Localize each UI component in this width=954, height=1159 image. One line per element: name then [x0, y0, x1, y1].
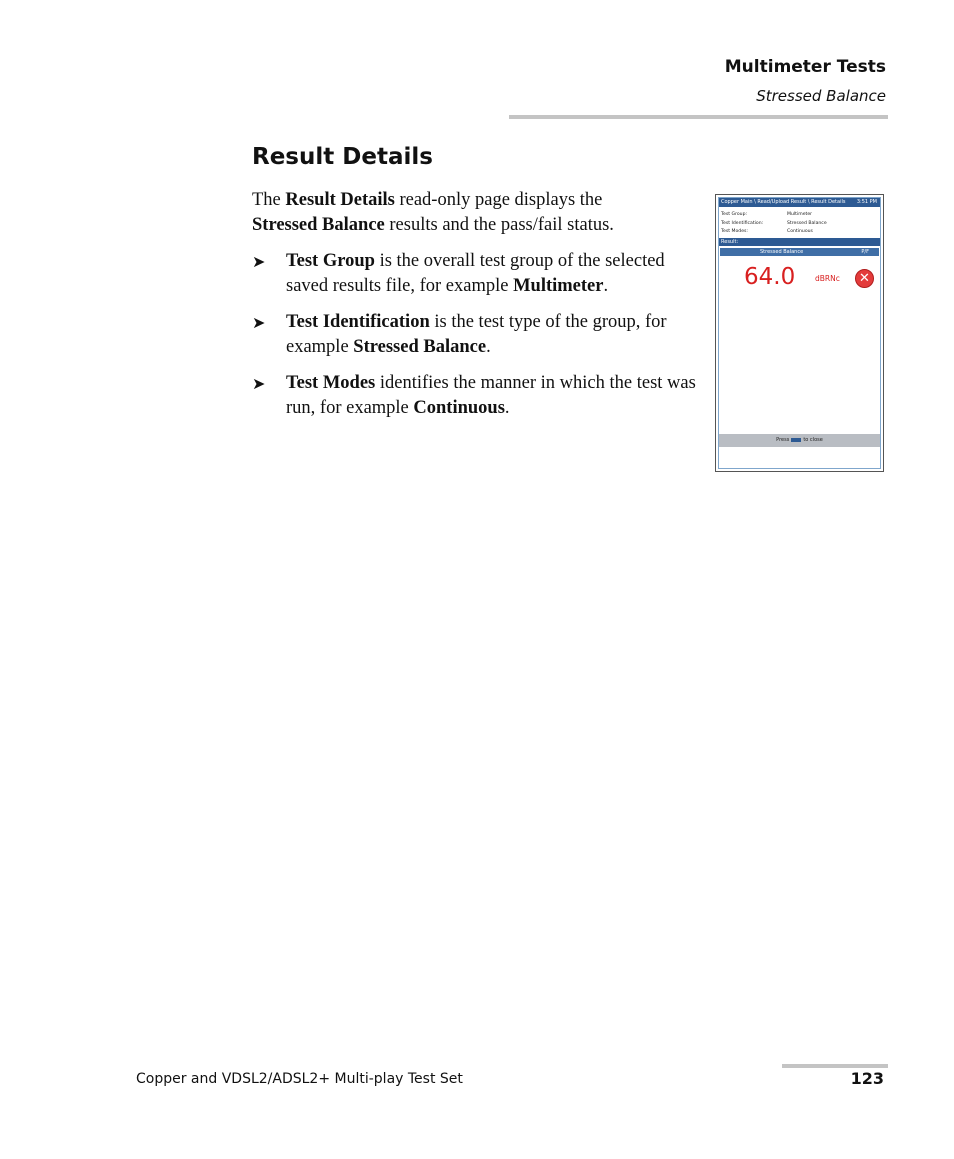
- column-pass-fail: P/F: [861, 249, 869, 255]
- info-row: [721, 211, 871, 220]
- close-hint-bar[interactable]: [719, 434, 880, 447]
- header-rule: [509, 115, 888, 119]
- bullet-period: .: [486, 336, 491, 357]
- info-row: [721, 220, 871, 229]
- info-label: Test Group:: [721, 212, 748, 217]
- device-info-list: [721, 211, 871, 237]
- intro-text-1: The: [252, 190, 286, 210]
- intro-bold-1: Result Details: [285, 190, 395, 210]
- arrow-bullet-icon: ➤: [252, 252, 266, 271]
- result-label-bar: Result:: [719, 238, 880, 246]
- bullet-test-identification: [252, 310, 712, 359]
- section-heading: Result Details: [252, 144, 433, 170]
- device-title-bar: [719, 198, 880, 207]
- fail-icon: ✕: [855, 269, 874, 288]
- close-hint-text: to close: [803, 437, 823, 443]
- intro-bold-2: Stressed Balance: [252, 214, 385, 235]
- result-column-header: [720, 248, 879, 256]
- result-unit: dBRNc: [815, 274, 840, 283]
- page-number: 123: [850, 1069, 884, 1088]
- bullet-example: Continuous: [413, 397, 505, 418]
- bullet-text: is the test type of the group, for example: [286, 312, 667, 357]
- info-row: [721, 228, 871, 237]
- device-clock: 3:51 PM: [856, 199, 877, 205]
- info-value: Continuous: [787, 229, 813, 234]
- bullet-period: .: [603, 275, 609, 296]
- body-text: [252, 188, 712, 432]
- device-breadcrumb: Copper Main \ Read/Upload Result \ Result Details: [721, 199, 846, 205]
- intro-paragraph: [252, 188, 672, 237]
- bullet-example: Stressed Balance: [353, 336, 487, 357]
- intro-text-3: results and the pass/fail status.: [384, 214, 614, 235]
- bullet-test-group: [252, 249, 676, 298]
- bullet-period: .: [504, 397, 510, 418]
- device-screen: [718, 197, 881, 469]
- footer-rule: [782, 1064, 888, 1068]
- info-value: Multimeter: [787, 212, 813, 217]
- bullet-term: Test Modes: [286, 373, 376, 393]
- bullet-text: is the overall test group of the selected saved results file, for example: [286, 251, 665, 296]
- device-screenshot: [715, 194, 884, 472]
- arrow-bullet-icon: ➤: [252, 374, 266, 393]
- intro-text-2: read-only page displays the: [394, 190, 603, 210]
- info-value: Stressed Balance: [787, 220, 827, 226]
- running-header-subtitle: Stressed Balance: [756, 87, 886, 105]
- info-label: Test Modes:: [721, 229, 748, 234]
- footer-product-name: Copper and VDSL2/ADSL2+ Multi-play Test Set: [136, 1071, 463, 1087]
- bullet-example: Multimeter: [513, 275, 604, 296]
- result-value: 64.0: [744, 264, 796, 290]
- running-header-title: Multimeter Tests: [724, 57, 886, 77]
- bullet-test-modes: [252, 371, 696, 420]
- close-hint-press: Press: [776, 437, 790, 443]
- bullet-term: Test Group: [286, 251, 375, 271]
- info-label: Test Identification:: [721, 220, 764, 226]
- arrow-bullet-icon: ➤: [252, 313, 266, 332]
- enter-key-icon: [791, 438, 801, 442]
- column-test-name: Stressed Balance: [760, 249, 804, 255]
- bullet-text: identifies the manner in which the test was run, for example: [286, 373, 696, 418]
- bullet-term: Test Identification: [286, 312, 430, 332]
